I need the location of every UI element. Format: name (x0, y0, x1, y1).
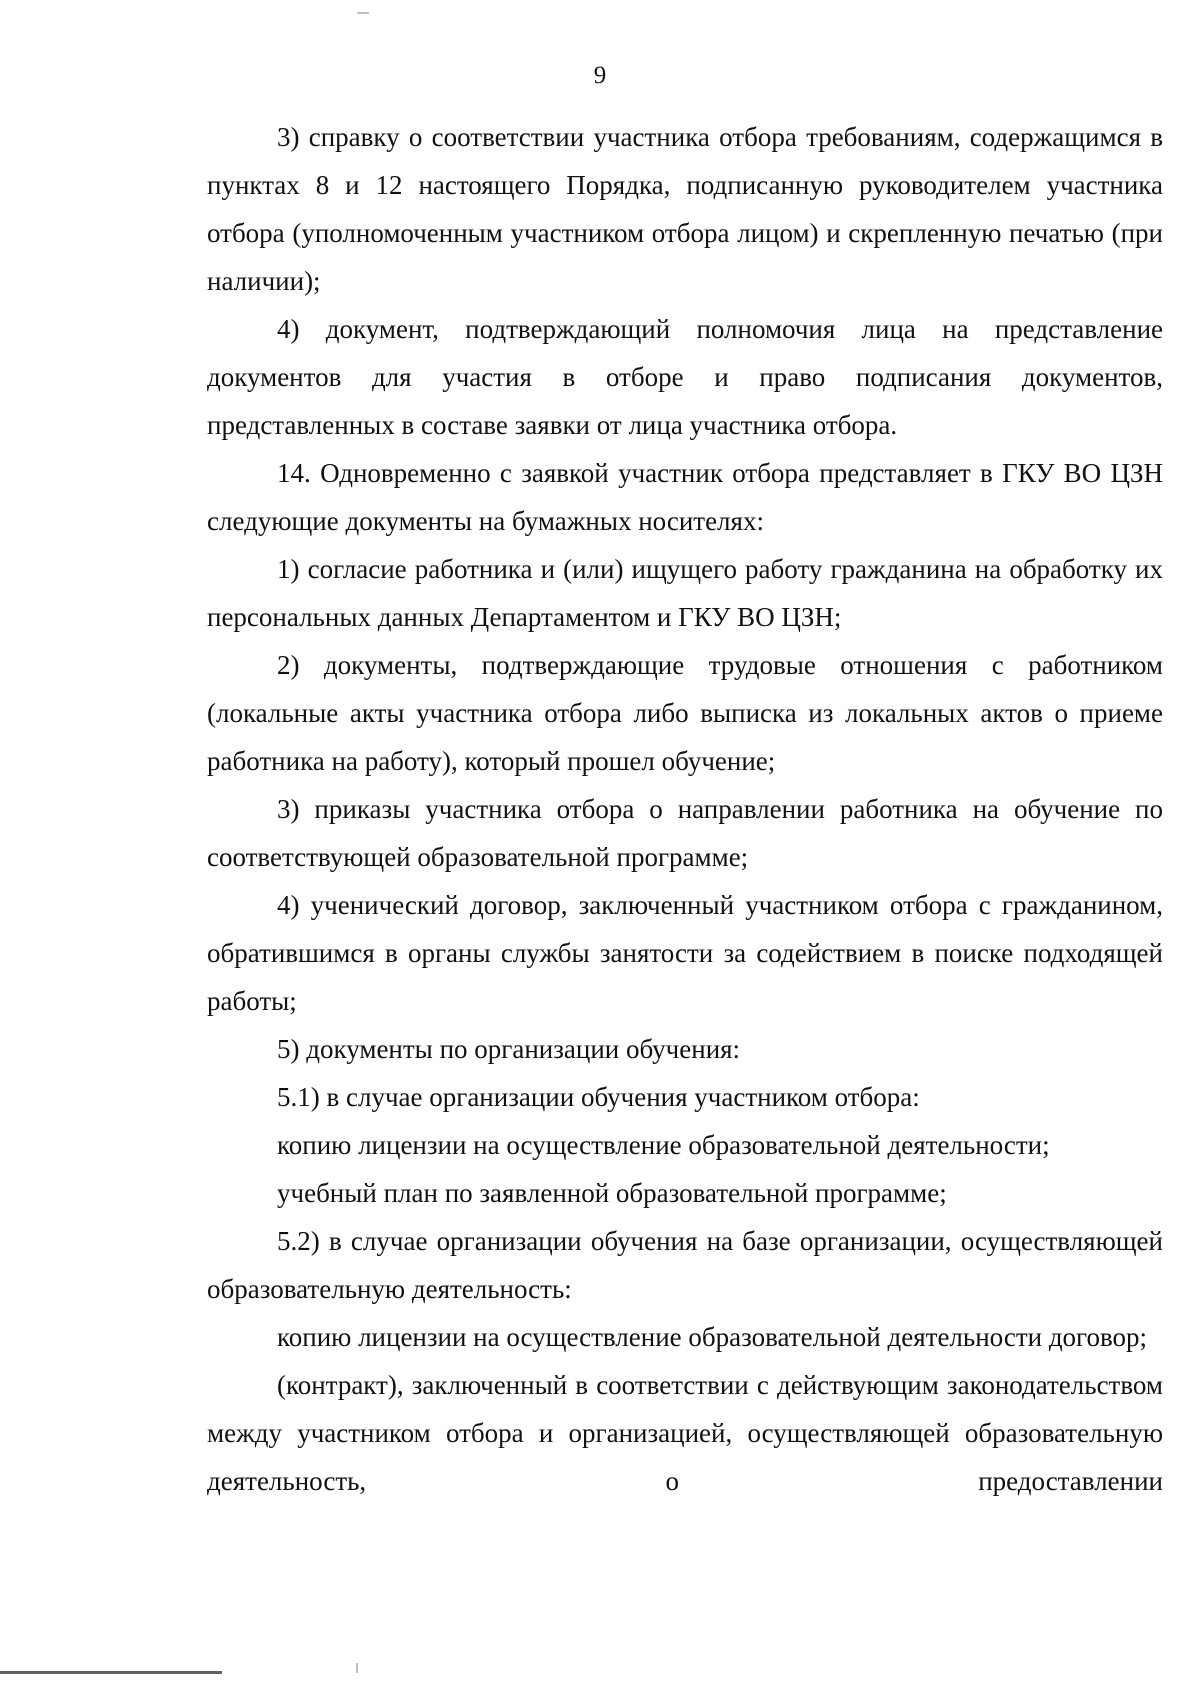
paragraph-item-4-apprenticeship-contract: 4) ученический договор, заключенный участником отбора с гражданином, обратившимся в органы службы занятости за содействием в поиске подходящей работы; (207, 890, 1163, 1016)
document-body (207, 113, 1163, 1505)
scan-artifact-bottom-line (0, 1671, 222, 1674)
paragraph-item-2-employment-documents: 2) документы, подтверждающие трудовые отношения с работником (локальные акты участника отбора либо выписка из локальных актов о приеме работника на работу), который прошел обучение; (207, 650, 1163, 776)
paragraph-item-5-training-documents: 5) документы по организации обучения: (277, 1034, 741, 1064)
paragraph-curriculum: учебный план по заявленной образовательной программе; (277, 1178, 947, 1208)
paragraph-item-1-consent: 1) согласие работника и (или) ищущего работу гражданина на обработку их персональных данных Департаментом и ГКУ ВО ЦЗН; (207, 554, 1163, 632)
paragraph-item-3-certificate: 3) справку о соответствии участника отбора требованиям, содержащимся в пунктах 8 и 12 настоящего Порядка, подписанную руководителем участника отбора (уполномоченным участником отбора лицом) и скрепленную печатью (при наличии); (207, 122, 1163, 296)
scan-artifact-bottom-tick (356, 1663, 358, 1673)
paragraph-license-copy: копию лицензии на осуществление образовательной деятельности; (277, 1130, 1050, 1160)
scan-artifact-top (357, 12, 369, 14)
paragraph-license-copy-contract: копию лицензии на осуществление образовательной деятельности договор; (277, 1322, 1148, 1352)
paragraph-contract-continued: (контракт), заключенный в соответствии с действующим законодательством между участником отбора и организацией, осуществляющей образовательную деятельность, о предоставлении (207, 1370, 1163, 1496)
paragraph-item-5-2-external-training: 5.2) в случае организации обучения на базе организации, осуществляющей образовательную деятельность: (207, 1226, 1163, 1304)
page-number: 9 (593, 62, 607, 89)
paragraph-item-4-authority-document: 4) документ, подтверждающий полномочия лица на представление документов для участия в отборе и право подписания документов, представленных в составе заявки от лица участника отбора. (207, 314, 1163, 440)
paragraph-item-3-orders: 3) приказы участника отбора о направлении работника на обучение по соответствующей образовательной программе; (207, 794, 1163, 872)
paragraph-clause-14: 14. Одновременно с заявкой участник отбора представляет в ГКУ ВО ЦЗН следующие документы на бумажных носителях: (207, 458, 1163, 536)
paragraph-item-5-1-own-training: 5.1) в случае организации обучения участником отбора: (277, 1082, 920, 1112)
